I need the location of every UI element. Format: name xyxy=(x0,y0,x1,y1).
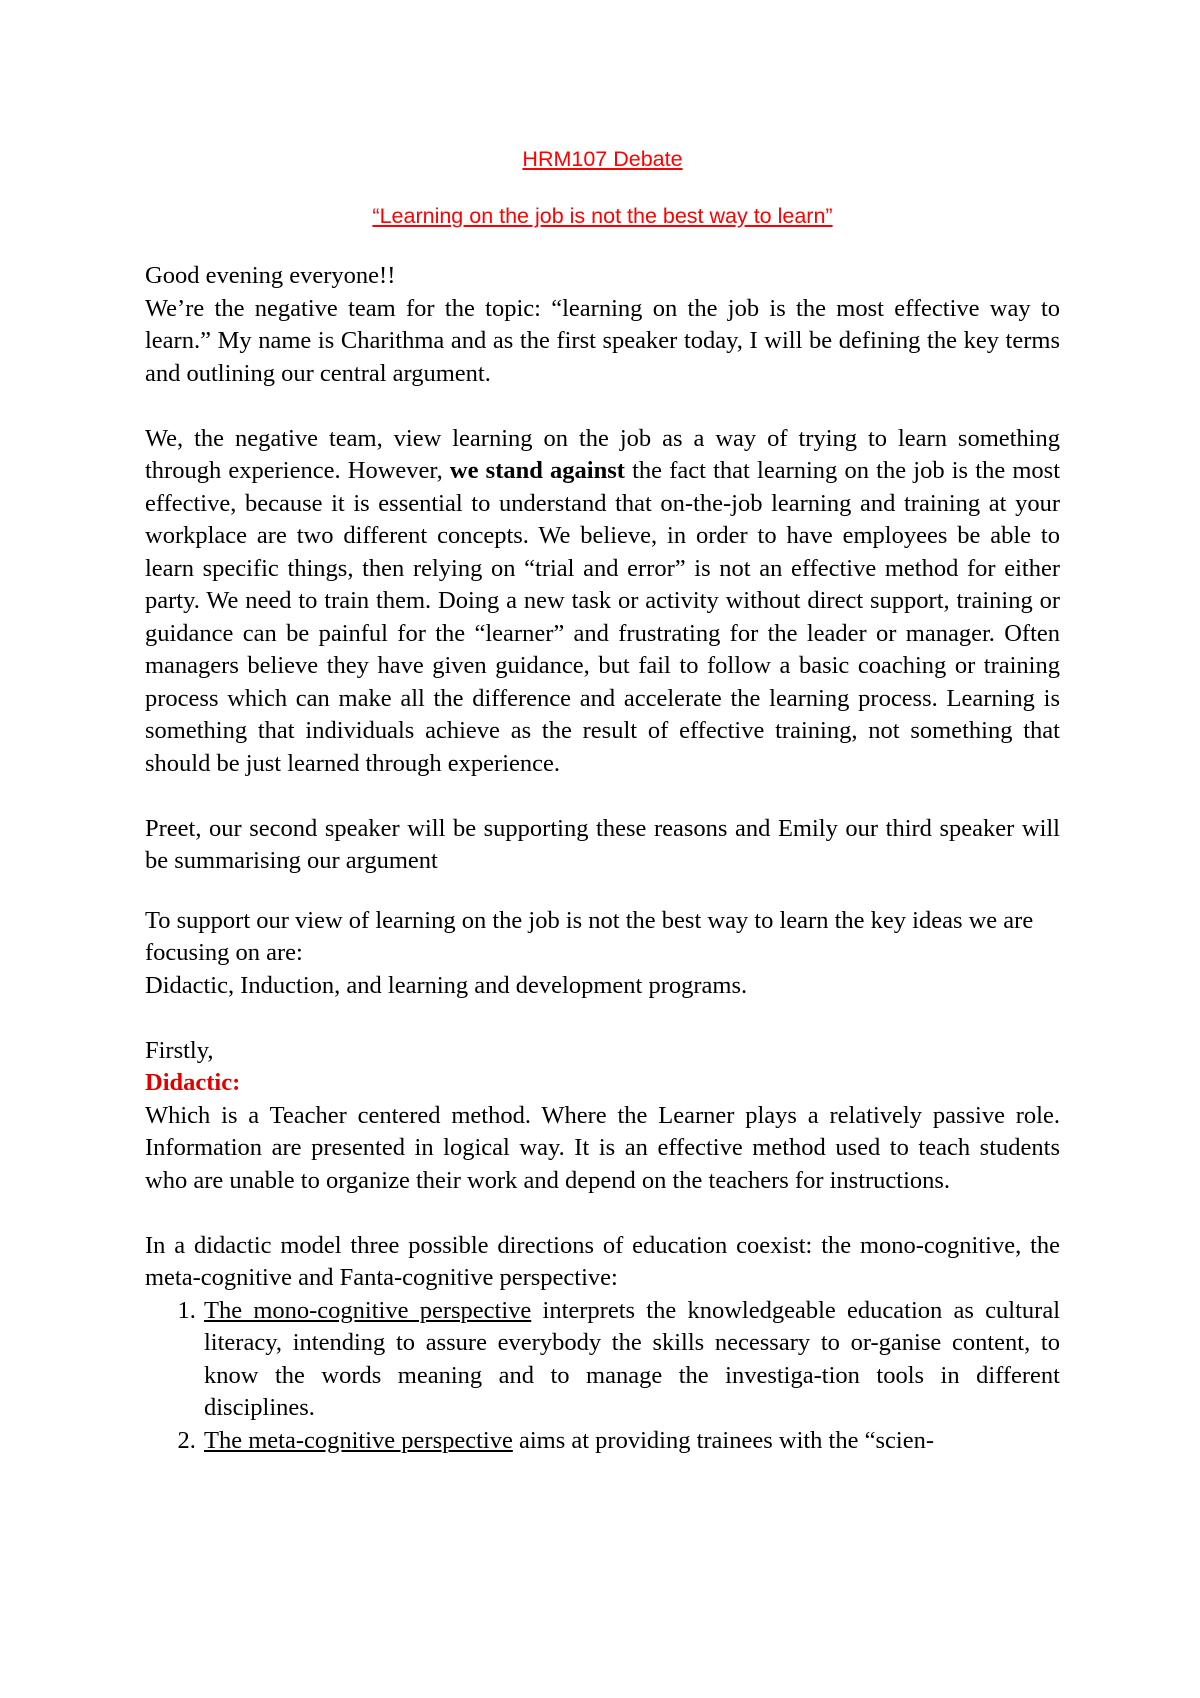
key-ideas-intro: To support our view of learning on the job is not the best way to learn the key ideas we are focusing on are: xyxy=(145,906,1034,966)
perspectives-list xyxy=(145,1295,1060,1458)
list-item xyxy=(202,1425,1060,1458)
paragraph-gap xyxy=(145,878,1060,905)
debate-topic: “Learning on the job is not the best way to learn” xyxy=(372,204,833,228)
argument-text-start: We, the negative team, view learning on the job as a way of trying to learn something through experience. However, xyxy=(145,424,1060,484)
didactic-heading: Didactic: xyxy=(145,1069,241,1096)
intro-paragraph: We’re the negative team for the topic: “learning on the job is the most effective way to learn.” My name is Charithma and as the first speaker today, I will be defining the key terms and outlining our central argument. xyxy=(145,294,1060,387)
paragraph-gap xyxy=(145,780,1060,813)
didactic-model-intro: In a didactic model three possible directions of education coexist: the mono-cognitive, the meta-cognitive and Fanta-cognitive perspective: xyxy=(145,1231,1060,1291)
list-item xyxy=(202,1295,1060,1425)
didactic-description: Which is a Teacher centered method. Where the Learner plays a relatively passive role. Information are presented in logical way. It is an effective method used to teach students who are unable to organize their work and depend on the teachers for instructions. xyxy=(145,1101,1060,1194)
paragraph-gap xyxy=(145,1002,1060,1035)
key-ideas-list: Didactic, Induction, and learning and development programs. xyxy=(145,971,748,999)
paragraph-gap xyxy=(145,390,1060,423)
perspective-text: aims at providing trainees with the “scien- xyxy=(518,1426,934,1454)
greeting: Good evening everyone!! xyxy=(145,262,396,289)
argument-emphasis: we stand against xyxy=(449,457,625,484)
firstly-label: Firstly, xyxy=(145,1036,214,1064)
document-title: HRM107 Debate xyxy=(522,147,683,171)
argument-paragraph xyxy=(145,423,1060,781)
argument-text-end: the fact that learning on the job is the most effective, because it is essential to understand that on-the-job learning and training at your workplace are two different concepts. We believe, in order to have employees be able to learn specific things, then relying on “trial and error” is not an effective method for either party. We need to train them. Doing a new task or activity without direct support, training or guidance can be painful for the “learner” and frustrating for the leader or manager. Often managers believe they have given guidance, but fail to follow a basic coaching or training process which can make all the difference and accelerate the learning process. Learning is something that individuals achieve as the result of effective training, not something that should be just learned through experience. xyxy=(145,457,1061,777)
paragraph-gap xyxy=(145,1197,1060,1230)
perspective-term: The mono-cognitive perspective xyxy=(204,1296,532,1324)
perspective-term: The meta-cognitive perspective xyxy=(204,1426,513,1454)
perspective-text: interprets the knowledgeable education as cultural literacy, intending to assure everybody the skills necessary to or-ganise content, to know the words meaning and to manage the investiga-tion tools in different disciplines. xyxy=(204,1296,1061,1421)
document-body xyxy=(145,260,1060,1457)
speakers-paragraph: Preet, our second speaker will be supporting these reasons and Emily our third speaker will be summarising our argument xyxy=(145,814,1060,874)
